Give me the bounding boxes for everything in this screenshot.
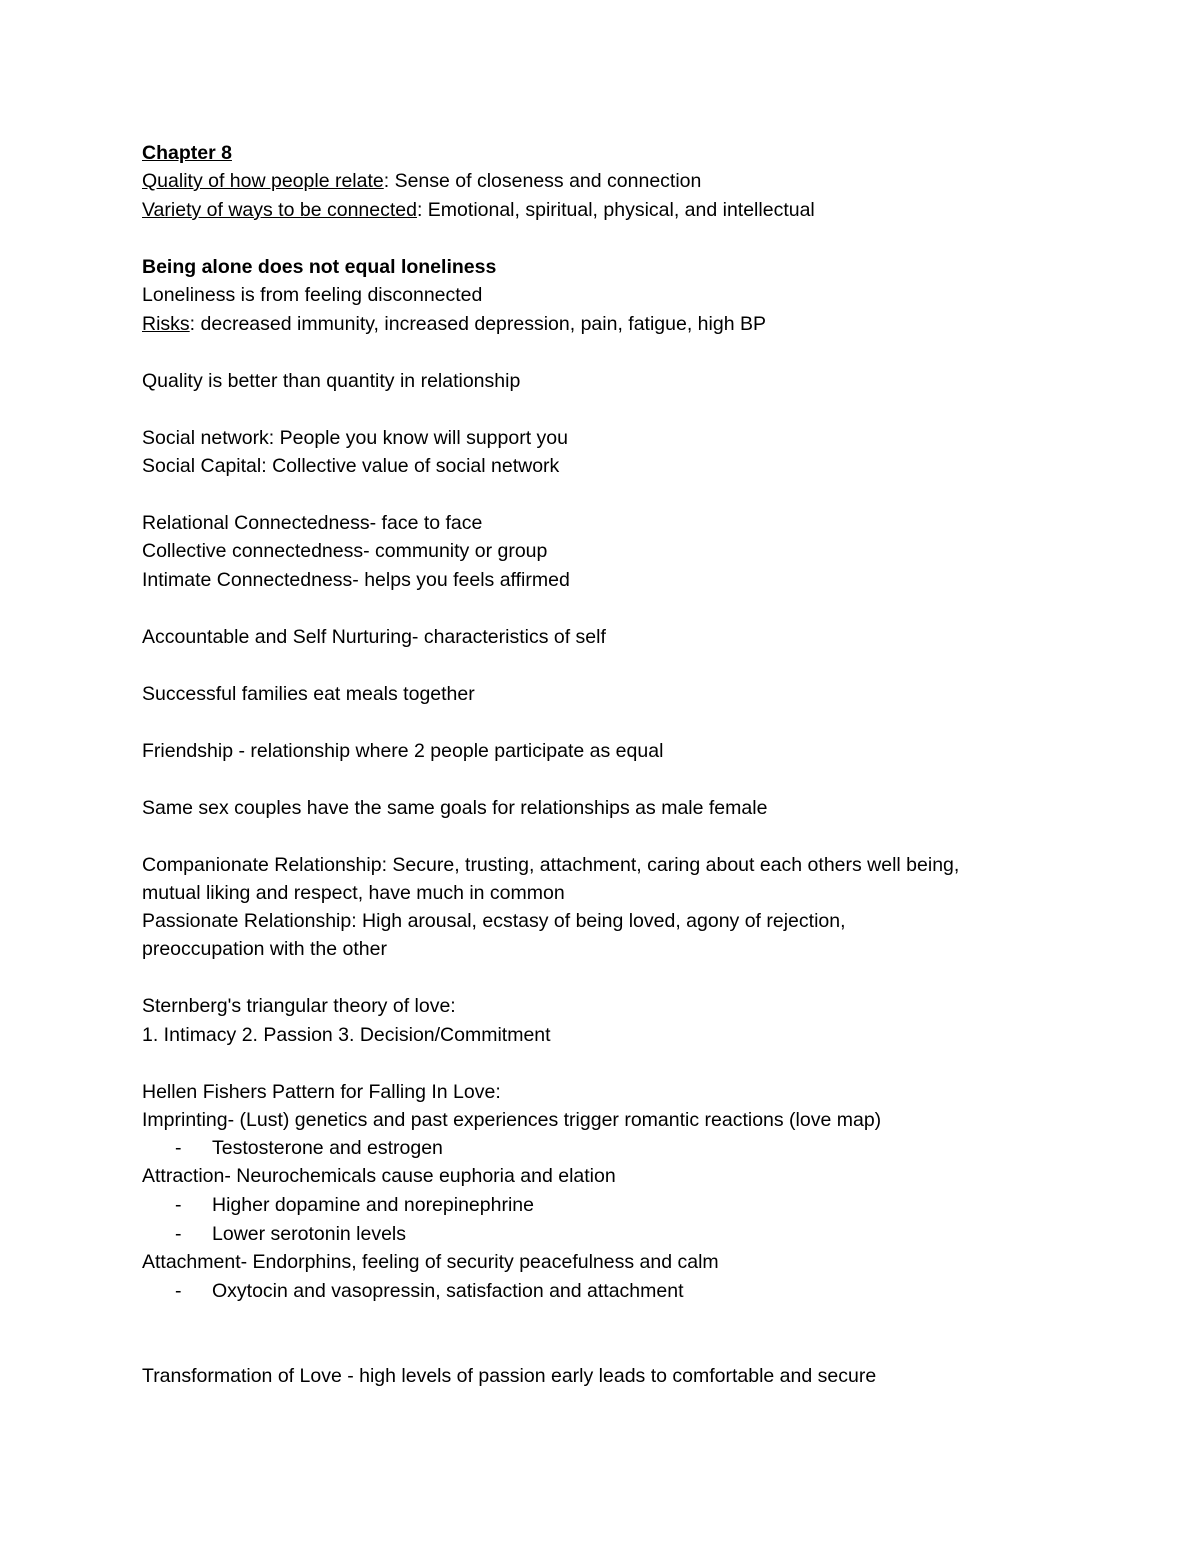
collective-line: Collective connectedness- community or group (142, 540, 548, 562)
quality-better-line: Quality is better than quantity in relationship (142, 370, 521, 392)
companionate-line-2: mutual liking and respect, have much in common (142, 882, 565, 904)
bullet-dash: - (175, 1280, 182, 1302)
imprinting-line: Imprinting- (Lust) genetics and past experiences trigger romantic reactions (love map) (142, 1109, 882, 1131)
risks-line (142, 310, 766, 338)
risks-def: : decreased immunity, increased depression, pain, fatigue, high BP (189, 313, 766, 335)
fisher-line: Hellen Fishers Pattern for Falling In Love: (142, 1081, 501, 1103)
attraction-bullet-1: Higher dopamine and norepinephrine (212, 1194, 534, 1216)
chapter-title: Chapter 8 (142, 142, 232, 164)
imprinting-bullet-1: Testosterone and estrogen (212, 1137, 443, 1159)
bullet-dash: - (175, 1137, 182, 1159)
variety-def: : Emotional, spiritual, physical, and intellectual (416, 199, 815, 221)
loneliness-line: Loneliness is from feeling disconnected (142, 284, 483, 306)
variety-term: Variety of ways to be connected (142, 199, 417, 221)
risks-term: Risks (142, 313, 190, 335)
variety-line (142, 196, 815, 224)
quality-def: : Sense of closeness and connection (383, 170, 702, 192)
quality-term: Quality of how people relate (142, 170, 384, 192)
attraction-bullet-2: Lower serotonin levels (212, 1223, 407, 1245)
friendship-line: Friendship - relationship where 2 people participate as equal (142, 740, 664, 762)
transformation-line: Transformation of Love - high levels of passion early leads to comfortable and secure (142, 1365, 877, 1387)
attachment-bullet-1: Oxytocin and vasopressin, satisfaction and attachment (212, 1280, 684, 1302)
passionate-line-2: preoccupation with the other (142, 938, 387, 960)
accountable-line: Accountable and Self Nurturing- characteristics of self (142, 626, 606, 648)
attachment-line: Attachment- Endorphins, feeling of security peacefulness and calm (142, 1251, 719, 1273)
companionate-line-1: Companionate Relationship: Secure, trusting, attachment, caring about each others well being, (142, 854, 960, 876)
bullet-dash: - (175, 1223, 182, 1245)
bullet-dash: - (175, 1194, 182, 1216)
social-capital-line: Social Capital: Collective value of social network (142, 455, 560, 477)
relational-line: Relational Connectedness- face to face (142, 512, 483, 534)
passionate-line-1: Passionate Relationship: High arousal, ecstasy of being loved, agony of rejection, (142, 910, 846, 932)
families-line: Successful families eat meals together (142, 683, 475, 705)
same-sex-line: Same sex couples have the same goals for relationships as male female (142, 797, 768, 819)
intimate-line: Intimate Connectedness- helps you feels affirmed (142, 569, 570, 591)
attraction-line: Attraction- Neurochemicals cause euphoria and elation (142, 1165, 616, 1187)
alone-heading: Being alone does not equal loneliness (142, 256, 497, 278)
sternberg-list: 1. Intimacy 2. Passion 3. Decision/Commitment (142, 1024, 551, 1046)
sternberg-line: Sternberg's triangular theory of love: (142, 995, 456, 1017)
quality-line (142, 167, 701, 195)
social-network-line: Social network: People you know will support you (142, 427, 568, 449)
